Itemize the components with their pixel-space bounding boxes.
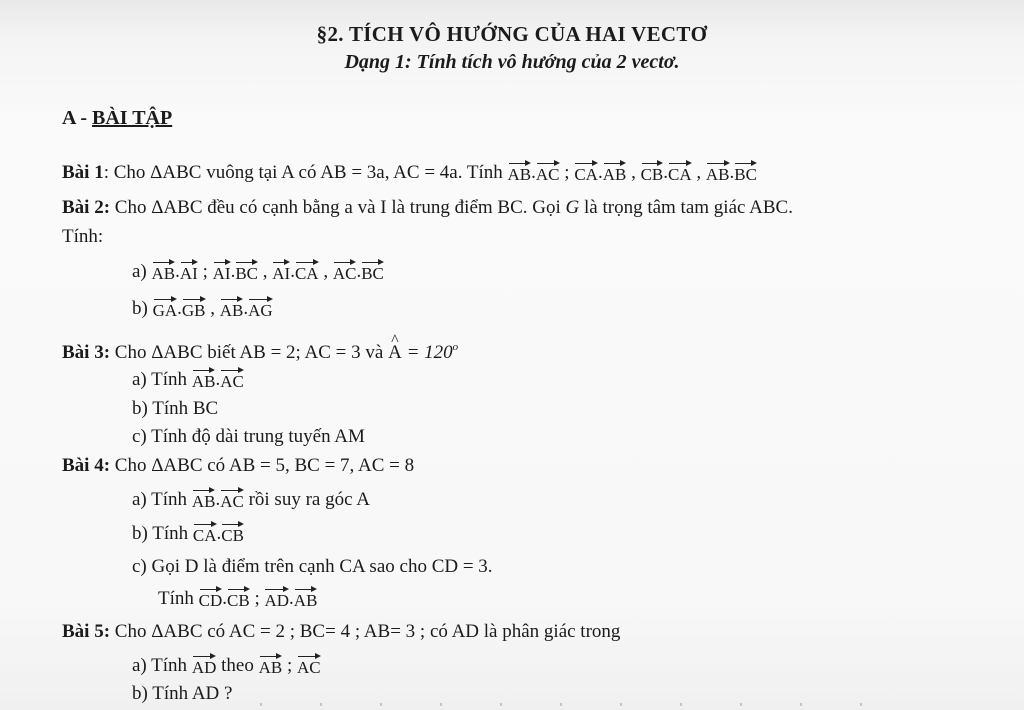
vector: AB [152,259,176,283]
exercise-4c: c) Gọi D là điểm trên cạnh CA sao cho CD = 3. [132,556,493,577]
section-prefix: A - [62,107,92,129]
vector: AG [248,296,273,320]
exercise-4 [62,454,414,478]
exercise-2-text-b: là trọng tâm tam giác ABC. [579,197,793,218]
exercise-4a-tail: rồi suy ra góc A [243,489,370,510]
exercise-2b: b) GA.GB , AB.AG [132,298,273,320]
exercise-1: Bài 1: Cho ΔABC vuông tại A có AB = 3a, AC = 4a. Tính AB.AC ; CA.AB , CB.CA , AB.BC [62,162,757,184]
vector: AB [603,160,627,184]
scan-edge-marks [260,703,880,706]
vector: AB [706,160,730,184]
exercise-2-label: Bài 2: [62,197,111,218]
vector: AI [180,259,198,283]
exercise-5a-mid: theo [216,655,259,676]
vector: CA [193,521,217,545]
exercise-4a: a) Tính AB.AC rồi suy ra góc A [132,489,370,511]
vector: AD [192,653,217,677]
vector: AC [220,367,244,391]
page-subtitle: Dạng 1: Tính tích vô hướng của 2 vectơ. [344,51,680,73]
vector: CD [199,586,223,610]
exercise-1-label: Bài 1 [62,162,104,183]
vector: GA [153,296,178,320]
vector: AI [213,259,231,283]
vector: AB [220,296,244,320]
vector: GB [182,296,206,320]
vector: CA [295,259,319,283]
exercise-2 [62,196,793,220]
exercise-5-text: Cho ΔABC có AC = 2 ; BC= 4 ; AB= 3 ; có AD là phân giác trong [110,621,621,642]
exercise-5b: b) Tính AD ? [132,683,233,704]
exercise-3a: a) Tính AB.AC [132,369,244,391]
angle-a-symbol: ^ A [388,341,402,365]
exercise-4a-text: a) Tính [132,489,192,510]
exercise-2b-label: b) [132,298,153,319]
exercise-3a-text: a) Tính [132,369,192,390]
vector: BC [734,160,757,184]
vector: CB [641,160,664,184]
vector: AD [264,586,289,610]
exercise-4d: Tính CD.CB ; AD.AB [158,588,318,610]
vector: AB [192,367,216,391]
section-heading [62,106,172,130]
exercise-5a: a) Tính AD theo AB ; AC [132,655,321,677]
vector: AC [220,487,244,511]
exercise-2-text-a: Cho ΔABC đều có cạnh bằng a và I là trung điểm BC. Gọi [110,197,566,218]
vector: AB [259,653,283,677]
exercise-3-text-a: Cho ΔABC biết AB = 2; AC = 3 và [110,342,389,363]
vector: AB [508,160,532,184]
vector: CB [221,521,244,545]
vector: CA [668,160,692,184]
vector: AI [272,259,290,283]
vector: AB [192,487,216,511]
exercise-4-text: Cho ΔABC có AB = 5, BC = 7, AC = 8 [110,455,415,476]
exercise-5 [62,620,620,644]
section-label: BÀI TẬP [92,107,173,129]
exercise-3c: c) Tính độ dài trung tuyến AM [132,426,365,447]
exercise-3 [62,335,458,365]
degree-symbol: o [452,341,459,353]
vector: BC [361,259,384,283]
page-title: §2. TÍCH VÔ HƯỚNG CỦA HAI VECTƠ [316,22,708,46]
exercise-3-text-b: = 120 [401,342,453,363]
exercise-2a-label: a) [132,261,152,282]
vector: CA [574,160,598,184]
exercise-5-label: Bài 5: [62,621,111,642]
exercise-3-label: Bài 3: [62,342,111,363]
vector: AC [333,259,357,283]
exercise-2-tinh: Tính: [62,226,104,247]
exercise-4-label: Bài 4: [62,455,111,476]
vector: AB [294,586,318,610]
vector: BC [235,259,258,283]
exercise-4b-text: b) Tính [132,523,193,544]
exercise-4d-text: Tính [158,588,199,609]
centroid-symbol: G [565,197,580,218]
exercise-4b: b) Tính CA.CB [132,523,244,545]
exercise-3b: b) Tính BC [132,398,219,419]
vector: CB [227,586,250,610]
vector: AC [536,160,560,184]
vector: AC [297,653,321,677]
exercise-5a-text: a) Tính [132,655,192,676]
exercise-2a: a) AB.AI ; AI.BC , AI.CA , AC.BC [132,261,384,283]
exercise-1-text: : Cho ΔABC vuông tại A có AB = 3a, AC = 4a. Tính [103,162,508,183]
